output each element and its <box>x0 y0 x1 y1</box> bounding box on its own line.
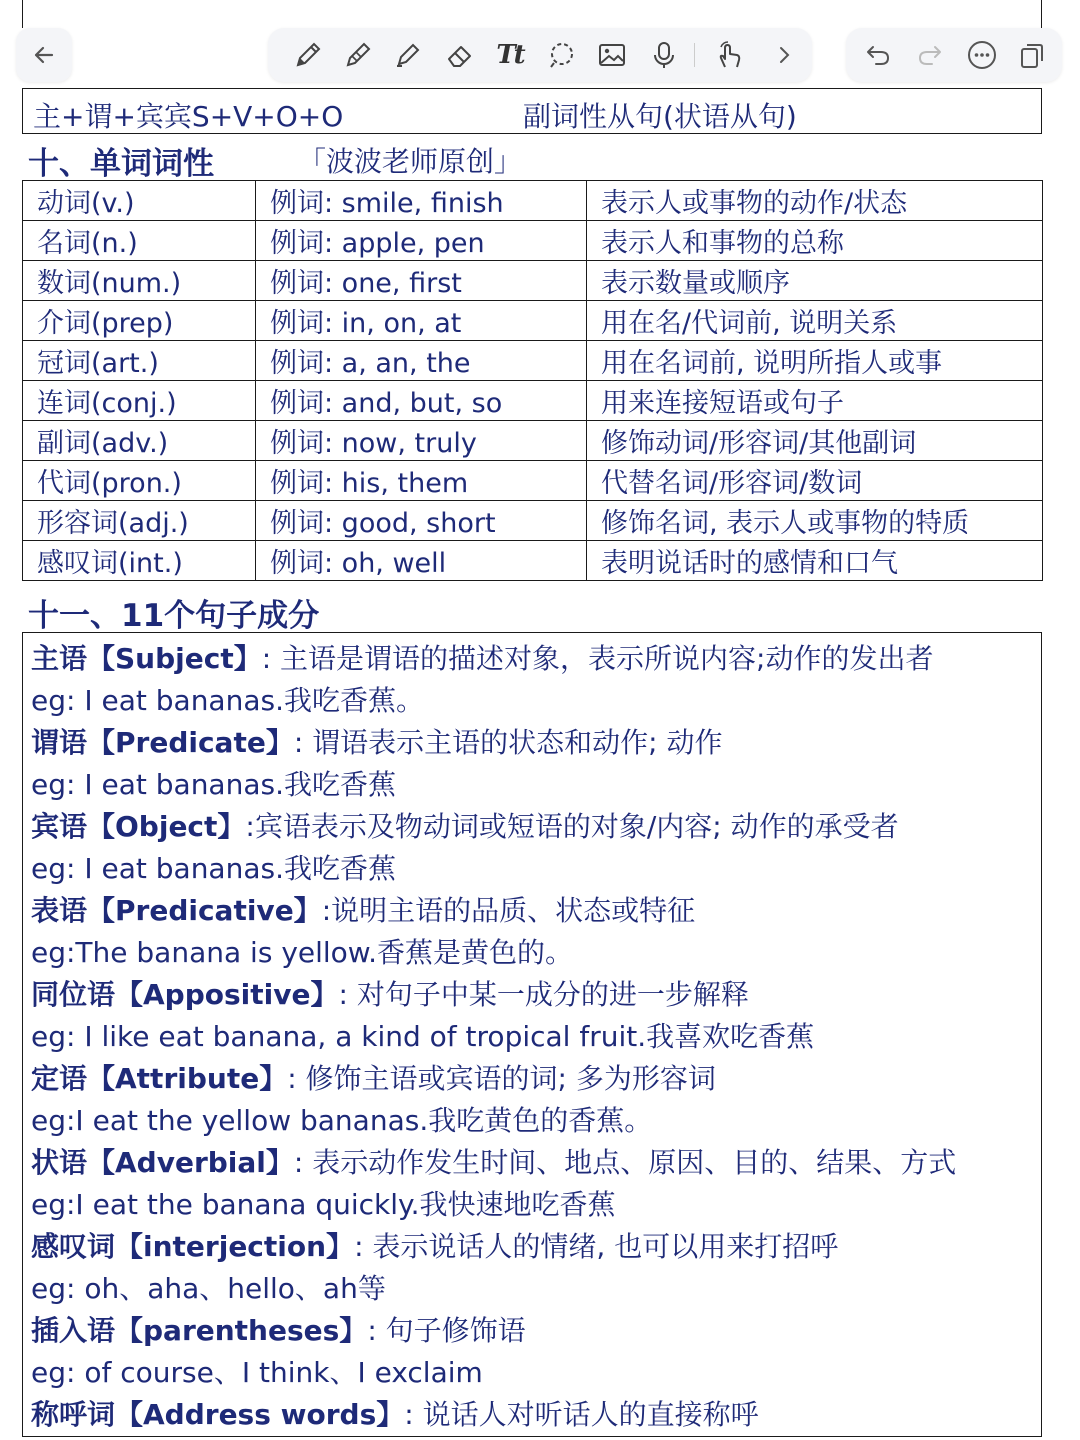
component-term: 状语【Adverbial】 <box>31 1146 294 1179</box>
list-item <box>31 1393 759 1433</box>
meaning-cell: 修饰名词, 表示人或事物的特质 <box>587 501 1043 541</box>
table-row <box>23 341 1043 381</box>
table-row <box>23 461 1043 501</box>
text-tool-icon: Tt <box>496 40 524 70</box>
pages-button[interactable] <box>1014 37 1050 73</box>
lasso-icon <box>546 39 578 71</box>
pos-cell: 形容词(adj.) <box>23 501 256 541</box>
component-term: 同位语【Appositive】 <box>31 978 339 1011</box>
component-example: eg:The banana is yellow.香蕉是黄色的。 <box>31 936 574 969</box>
example-cell: 例词: a, an, the <box>256 341 587 381</box>
meaning-cell: 修饰动词/形容词/其他副词 <box>587 421 1043 461</box>
list-item <box>31 805 899 845</box>
table-row <box>23 421 1043 461</box>
meaning-cell: 表示人或事物的动作/状态 <box>587 181 1043 221</box>
back-button[interactable] <box>16 28 72 82</box>
meaning-cell: 用在名词前, 说明所指人或事 <box>587 341 1043 381</box>
section-11-title: 十一、11个句子成分 <box>28 598 320 634</box>
section-10-subtitle: 「波波老师原创」 <box>298 145 523 178</box>
page-border-right <box>1041 0 1042 28</box>
list-item <box>31 1309 526 1349</box>
example-cell: 例词: now, truly <box>256 421 587 461</box>
highlighter-icon <box>392 39 424 71</box>
meaning-cell: 表明说话时的感情和口气 <box>587 541 1043 581</box>
pos-cell: 介词(prep) <box>23 301 256 341</box>
pages-icon <box>1017 40 1047 70</box>
component-term: 称呼词【Address words】 <box>31 1398 405 1431</box>
table-row <box>23 221 1043 261</box>
table-row <box>23 301 1043 341</box>
example-cell: 例词: apple, pen <box>256 221 587 261</box>
component-example: eg: I eat bananas.我吃香蕉。 <box>31 684 424 717</box>
component-term: 主语【Subject】 <box>31 642 262 675</box>
table-row <box>23 181 1043 221</box>
microphone-icon <box>648 39 680 71</box>
component-term: 谓语【Predicate】 <box>31 726 294 759</box>
list-item <box>31 1057 716 1097</box>
component-example: eg: I like eat banana, a kind of tropical fruit.我喜欢吃香蕉 <box>31 1020 815 1053</box>
list-item <box>31 889 695 929</box>
pos-cell: 动词(v.) <box>23 181 256 221</box>
component-term: 表语【Predicative】 <box>31 894 322 927</box>
meaning-cell: 用来连接短语或句子 <box>587 381 1043 421</box>
example-cell: 例词: good, short <box>256 501 587 541</box>
chevron-right-icon <box>772 43 796 67</box>
pen-icon <box>292 39 324 71</box>
meaning-cell: 代替名词/形容词/数词 <box>587 461 1043 501</box>
meaning-cell: 表示数量或顺序 <box>587 261 1043 301</box>
component-term: 定语【Attribute】 <box>31 1062 288 1095</box>
pos-cell: 数词(num.) <box>23 261 256 301</box>
pencil-tool-button[interactable] <box>340 37 376 73</box>
component-example: eg: I eat bananas.我吃香蕉 <box>31 852 396 885</box>
table-row <box>23 261 1043 301</box>
text-tool-button[interactable] <box>492 37 528 73</box>
page-border-left <box>22 0 23 28</box>
list-item <box>31 973 749 1013</box>
list-item <box>31 1141 956 1181</box>
more-icon <box>966 39 998 71</box>
sentence-pattern-text: 主+谓+宾宾S+V+O+O <box>33 100 344 133</box>
record-audio-button[interactable] <box>646 37 682 73</box>
component-definition: : 表示动作发生时间、地点、原因、目的、结果、方式 <box>293 1146 957 1179</box>
component-definition: : 句子修饰语 <box>367 1314 526 1347</box>
eraser-tool-button[interactable] <box>442 37 478 73</box>
toolbar-divider <box>694 43 695 67</box>
component-definition: : 表示说话人的情绪, 也可以用来打招呼 <box>354 1230 839 1263</box>
table-row <box>23 501 1043 541</box>
more-options-button[interactable] <box>964 37 1000 73</box>
undo-icon <box>864 41 892 69</box>
component-term: 感叹词【interjection】 <box>31 1230 355 1263</box>
section-10-title: 十、单词词性 <box>28 146 214 182</box>
component-definition: : 谓语表示主语的状态和动作; 动作 <box>293 726 723 759</box>
component-example: eg: I eat bananas.我吃香蕉 <box>31 768 396 801</box>
pos-cell: 冠词(art.) <box>23 341 256 381</box>
component-definition: :宾语表示及物动词或短语的对象/内容; 动作的承受者 <box>245 810 899 843</box>
pos-cell: 感叹词(int.) <box>23 541 256 581</box>
clause-type-text: 副词性从句(状语从句) <box>523 100 797 133</box>
image-tool-button[interactable] <box>594 37 630 73</box>
example-cell: 例词: and, but, so <box>256 381 587 421</box>
meaning-cell: 表示人和事物的总称 <box>587 221 1043 261</box>
component-definition: :说明主语的品质、状态或特征 <box>321 894 696 927</box>
lasso-tool-button[interactable] <box>544 37 580 73</box>
component-definition: : 修饰主语或宾语的词; 多为形容词 <box>287 1062 716 1095</box>
component-example: eg:I eat the yellow bananas.我吃黄色的香蕉。 <box>31 1104 653 1137</box>
redo-button[interactable] <box>912 37 948 73</box>
drawing-toolbar <box>268 28 812 82</box>
eraser-icon <box>444 39 476 71</box>
example-cell: 例词: his, them <box>256 461 587 501</box>
example-cell: 例词: smile, finish <box>256 181 587 221</box>
component-definition: : 主语是谓语的描述对象，表示所说内容;动作的发出者 <box>261 642 934 675</box>
more-tools-button[interactable] <box>766 37 802 73</box>
undo-button[interactable] <box>860 37 896 73</box>
component-example: eg: of course、I think、I exclaim <box>31 1356 483 1389</box>
pos-cell: 代词(pron.) <box>23 461 256 501</box>
example-cell: 例词: in, on, at <box>256 301 587 341</box>
component-definition: : 对句子中某一成分的进一步解释 <box>338 978 749 1011</box>
pen-tool-button[interactable] <box>290 37 326 73</box>
redo-icon <box>916 41 944 69</box>
table-row <box>23 541 1043 581</box>
arrow-left-icon <box>31 42 57 68</box>
touch-mode-button[interactable] <box>712 37 748 73</box>
pos-cell: 副词(adv.) <box>23 421 256 461</box>
history-toolbar <box>846 28 1062 82</box>
list-item <box>31 721 723 761</box>
component-term: 宾语【Object】 <box>31 810 246 843</box>
list-item <box>31 637 934 677</box>
pos-cell: 名词(n.) <box>23 221 256 261</box>
example-cell: 例词: one, first <box>256 261 587 301</box>
example-cell: 例词: oh, well <box>256 541 587 581</box>
component-example: eg: oh、aha、hello、ah等 <box>31 1272 386 1305</box>
component-definition: : 说话人对听话人的直接称呼 <box>404 1398 759 1431</box>
sentence-components-box <box>22 632 1042 1437</box>
highlighter-tool-button[interactable] <box>390 37 426 73</box>
component-term: 插入语【parentheses】 <box>31 1314 368 1347</box>
hand-touch-icon <box>714 39 746 71</box>
pencil-icon <box>342 39 374 71</box>
meaning-cell: 用在名/代词前, 说明关系 <box>587 301 1043 341</box>
previous-table-row <box>22 88 1042 134</box>
image-icon <box>596 39 628 71</box>
table-row <box>23 381 1043 421</box>
pos-cell: 连词(conj.) <box>23 381 256 421</box>
parts-of-speech-table <box>22 180 1043 581</box>
component-example: eg:I eat the banana quickly.我快速地吃香蕉 <box>31 1188 616 1221</box>
list-item <box>31 1225 838 1265</box>
